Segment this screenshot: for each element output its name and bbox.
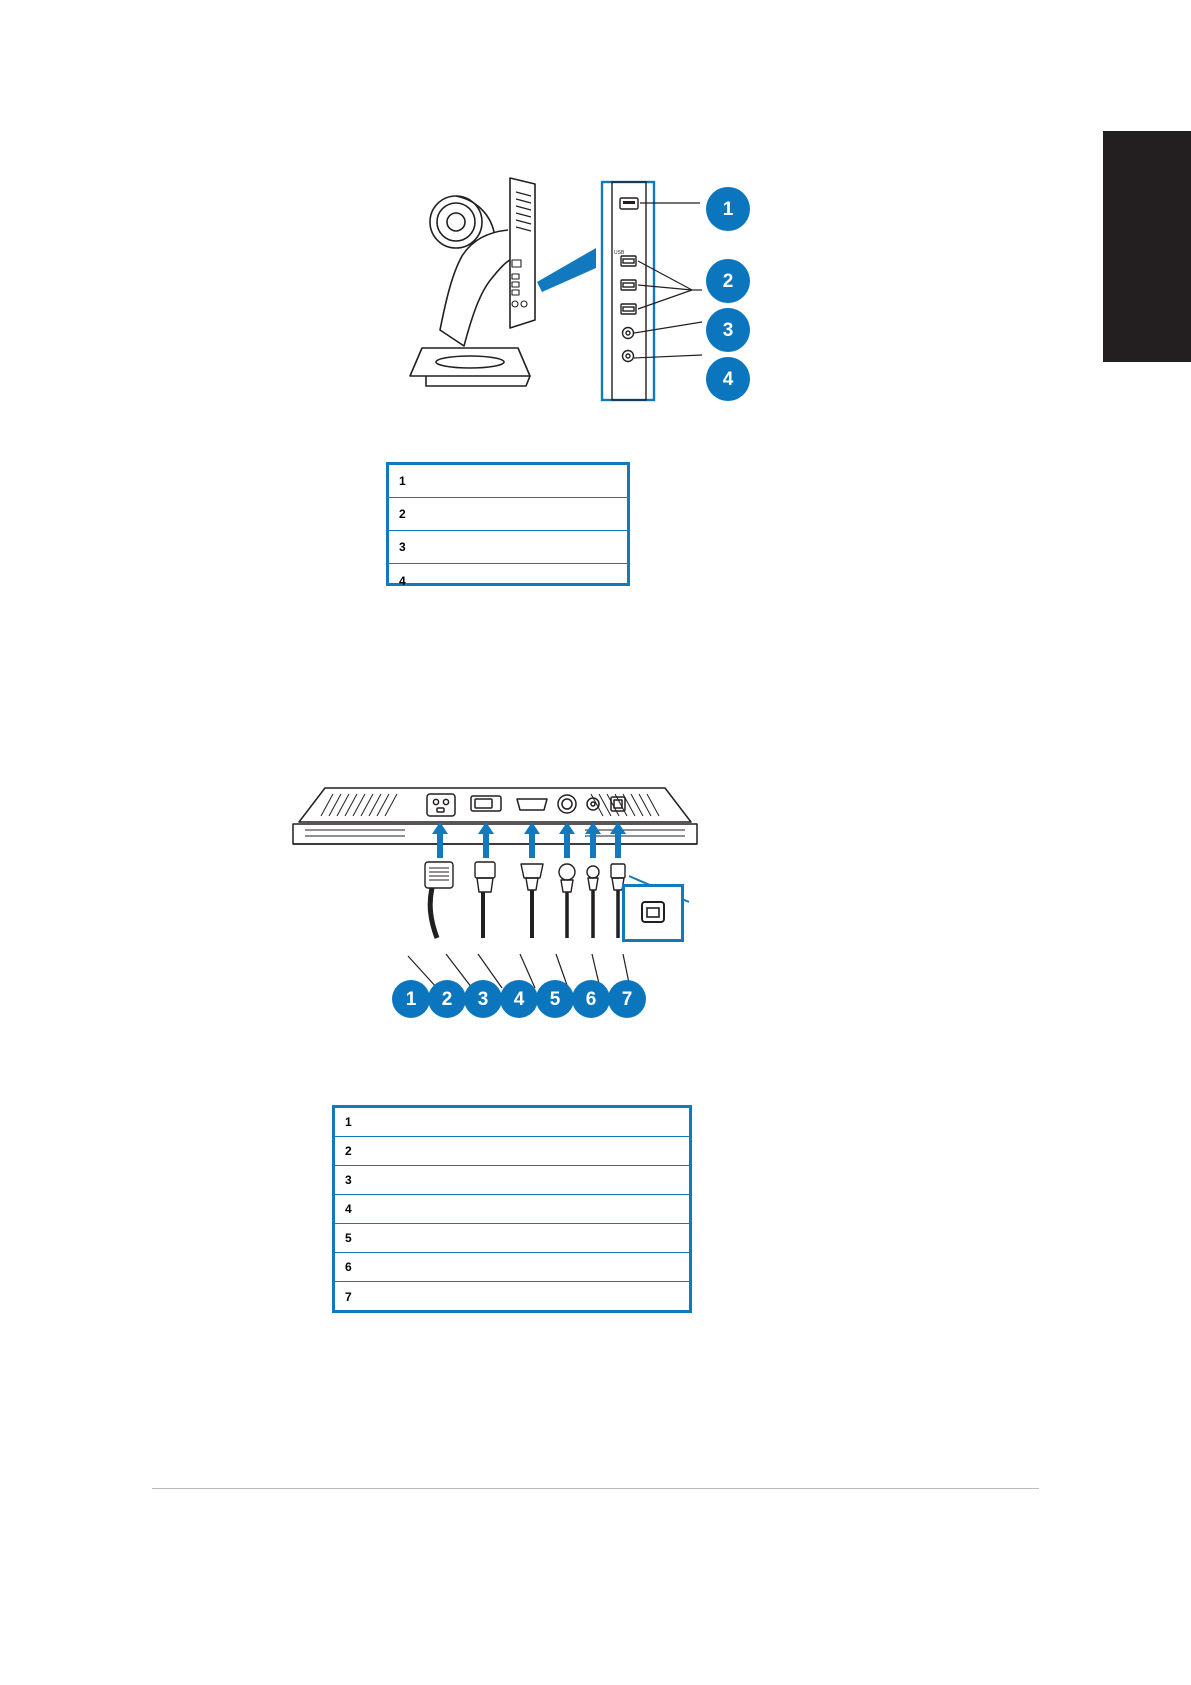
legend-row bbox=[335, 1108, 689, 1137]
rear-callout-bullet-1: 1 bbox=[392, 980, 430, 1018]
legend-row bbox=[335, 1166, 689, 1195]
legend-row bbox=[389, 498, 627, 531]
legend-row-number: 1 bbox=[345, 1115, 352, 1129]
legend-row bbox=[389, 564, 627, 597]
legend-row bbox=[389, 465, 627, 498]
rear-callout-bullet-7: 7 bbox=[608, 980, 646, 1018]
callout-bullet-2: 2 bbox=[706, 259, 750, 303]
chapter-side-tab bbox=[1103, 131, 1191, 362]
legend-row-number: 2 bbox=[399, 507, 406, 521]
legend-row bbox=[335, 1253, 689, 1282]
rear-callout-leader-lines bbox=[380, 900, 680, 990]
legend-row-number: 5 bbox=[345, 1231, 352, 1245]
legend-row-number: 3 bbox=[345, 1173, 352, 1187]
rear-callout-bullet-4: 4 bbox=[500, 980, 538, 1018]
legend-row bbox=[389, 531, 627, 564]
legend-row-number: 3 bbox=[399, 540, 406, 554]
legend-row bbox=[335, 1282, 689, 1311]
rear-callout-bullet-5: 5 bbox=[536, 980, 574, 1018]
legend-row bbox=[335, 1137, 689, 1166]
legend-row-number: 4 bbox=[345, 1202, 352, 1216]
callout-bullet-3: 3 bbox=[706, 308, 750, 352]
svg-text:USB: USB bbox=[614, 250, 625, 256]
legend-row-number: 2 bbox=[345, 1144, 352, 1158]
legend-row-number: 1 bbox=[399, 474, 406, 488]
legend-row-number: 7 bbox=[345, 1289, 352, 1304]
rear-callout-leaders bbox=[380, 900, 680, 990]
rear-callout-bullet-6: 6 bbox=[572, 980, 610, 1018]
rear-callout-bullet-2: 2 bbox=[428, 980, 466, 1018]
callout-bullet-1: 1 bbox=[706, 187, 750, 231]
footer-divider bbox=[152, 1488, 1039, 1489]
rear-port-legend bbox=[332, 1105, 692, 1313]
callout-bullet-4: 4 bbox=[706, 357, 750, 401]
legend-row bbox=[335, 1195, 689, 1224]
side-port-legend bbox=[386, 462, 630, 586]
legend-row-number: 4 bbox=[399, 573, 406, 588]
rear-callout-bullet-3: 3 bbox=[464, 980, 502, 1018]
legend-row-number: 6 bbox=[345, 1260, 352, 1274]
legend-row bbox=[335, 1224, 689, 1253]
